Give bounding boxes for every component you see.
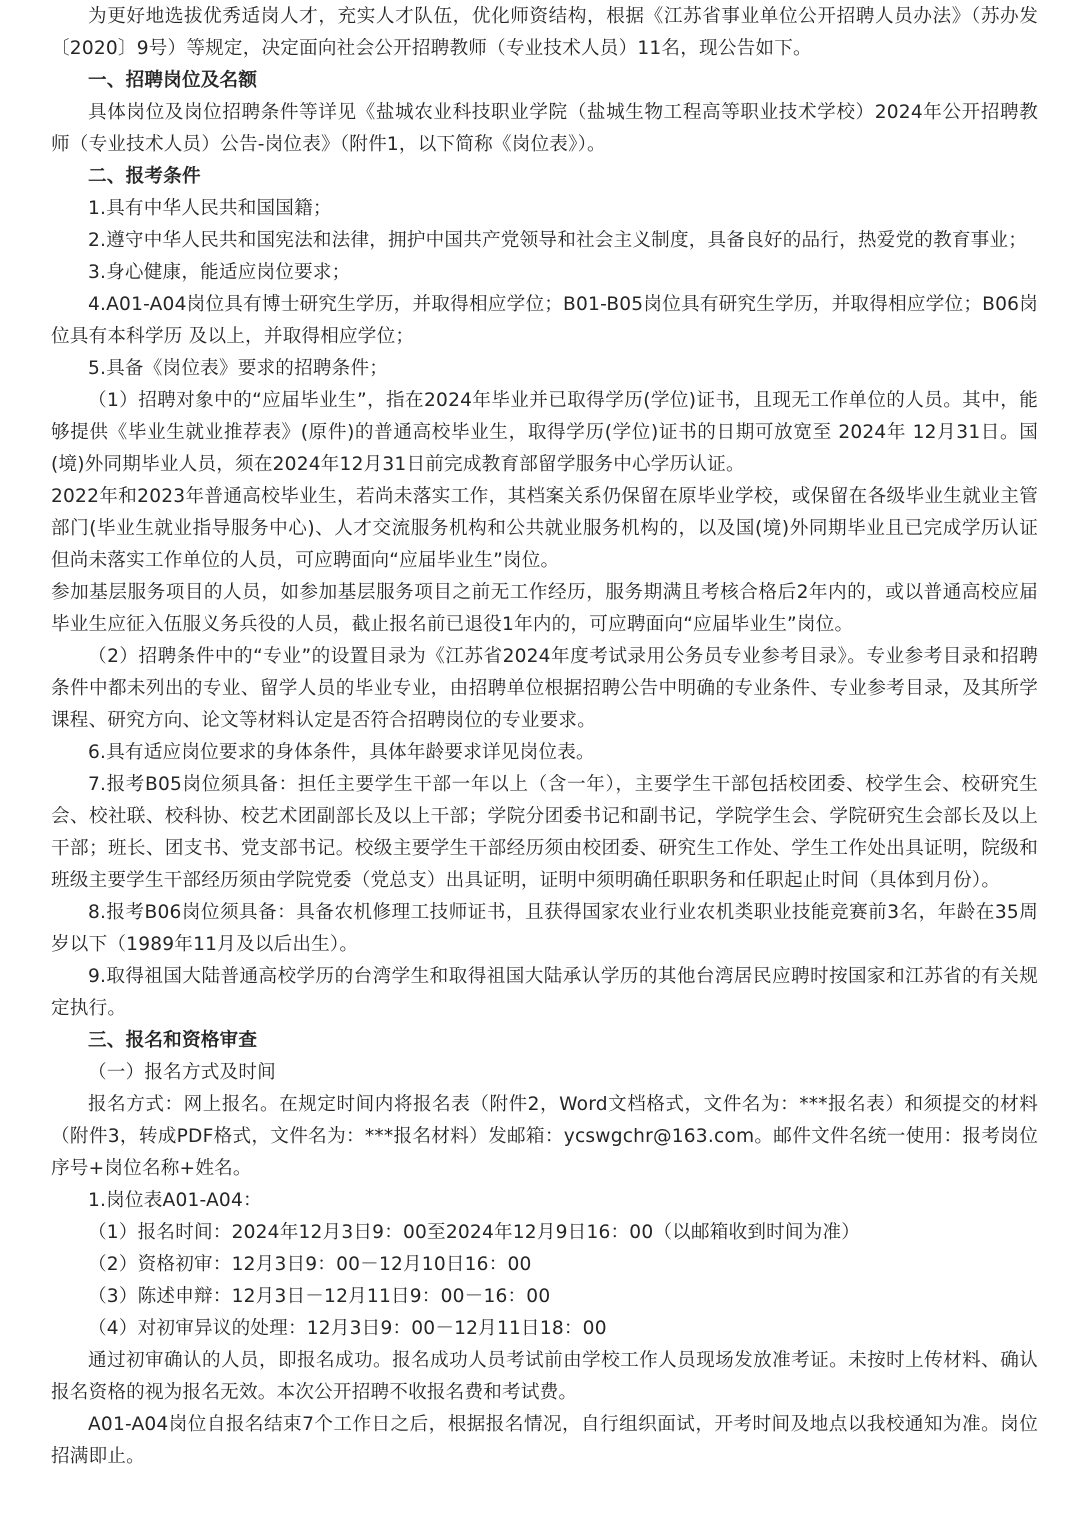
condition-item-6: 6.具有适应岗位要求的身体条件，具体年龄要求详见岗位表。 — [88, 742, 595, 763]
condition-item-5-sub-1-cont-a: 2022年和2023年普通高校毕业生，若尚未落实工作，其档案关系仍保留在原毕业学校，或保留在各级毕业生就业主管部门(毕业生就业指导服务中心)、人才交流服务机构和公共就业服务机构的，以及国(境)外同期毕业且已完成学历认证但尚未落实工作单位的人员，可应聘面向“应届毕业生”岗位。 — [51, 486, 1038, 571]
schedule-item-4: （4）对初审异议的处理：12月3日9：00－12月11日18：00 — [88, 1318, 607, 1339]
condition-item-5: 5.具备《岗位表》要求的招聘条件； — [88, 358, 389, 379]
condition-item-5-sub-1: （1）招聘对象中的“应届毕业生”，指在2024年毕业并已取得学历(学位)证书，且现无工作单位的人员。其中，能够提供《毕业生就业推荐表》(原件)的普通高校毕业生，取得学历(学位)证书的日期可放宽至 2024年 12月31日。国(境)外同期毕业人员，须在2024年12月31日前完成教育部留学服务中心学历认证。 — [51, 390, 1038, 475]
condition-item-5-sub-1-cont-b: 参加基层服务项目的人员，如参加基层服务项目之前无工作经历，服务期满且考核合格后2年内的，或以普通高校应届毕业生应征入伍服义务兵役的人员，截止报名前已退役1年内的，可应聘面向“应届毕业生”岗位。 — [51, 582, 1038, 635]
condition-item-3: 3.身心健康，能适应岗位要求； — [88, 262, 351, 283]
registration-subheading: （一）报名方式及时间 — [88, 1062, 276, 1083]
condition-item-4: 4.A01-A04岗位具有博士研究生学历，并取得相应学位；B01-B05岗位具有研究生学历，并取得相应学位；B06岗位具有本科学历 及以上，并取得相应学位； — [51, 294, 1038, 347]
section-heading-positions: 一、招聘岗位及名额 — [88, 70, 258, 91]
condition-item-7: 7.报考B05岗位须具备：担任主要学生干部一年以上（含一年），主要学生干部包括校团委、校学生会、校研究生会、校社联、校科协、校艺术团副部长及以上干部；学院分团委书记和副书记，学院学生会、学院研究生会部长及以上干部；班长、团支书、党支部书记。校级主要学生干部经历须由校团委、研究生工作处、学生工作处出具证明，院级和班级主要学生干部经历须由学院党委（党总支）出具证明，证明中须明确任职职务和任职起止时间（具体到月份）。 — [51, 774, 1038, 891]
schedule-item-1: （1）报名时间：2024年12月3日9：00至2024年12月9日16：00（以邮箱收到时间为准） — [88, 1222, 861, 1243]
interview-note: A01-A04岗位自报名结束7个工作日之后，根据报名情况，自行组织面试，开考时间及地点以我校通知为准。岗位招满即止。 — [51, 1414, 1038, 1467]
condition-item-2: 2.遵守中华人民共和国宪法和法律，拥护中国共产党领导和社会主义制度，具备良好的品行，热爱党的教育事业； — [88, 230, 1028, 251]
condition-item-1: 1.具有中华人民共和国国籍； — [88, 198, 332, 219]
schedule-group-a: 1.岗位表A01-A04： — [88, 1190, 262, 1211]
positions-paragraph: 具体岗位及岗位招聘条件等详见《盐城农业科技职业学院（盐城生物工程高等职业技术学校）2024年公开招聘教师（专业技术人员）公告-岗位表》（附件1，以下简称《岗位表》）。 — [51, 102, 1038, 155]
schedule-item-3: （3）陈述申辩：12月3日－12月11日9：00－16：00 — [88, 1286, 551, 1307]
intro-paragraph: 为更好地选拔优秀适岗人才，充实人才队伍，优化师资结构，根据《江苏省事业单位公开招聘人员办法》（苏办发〔2020〕9号）等规定，决定面向社会公开招聘教师（专业技术人员）11名，现公告如下。 — [51, 6, 1038, 59]
schedule-item-2: （2）资格初审：12月3日9：00－12月10日16：00 — [88, 1254, 532, 1275]
registration-method: 报名方式：网上报名。在规定时间内将报名表（附件2，Word文档格式，文件名为：***报名表）和须提交的材料（附件3，转成PDF格式，文件名为：***报名材料）发邮箱：ycswgchr@163.com。邮件文件名统一使用：报考岗位序号+岗位名称+姓名。 — [51, 1094, 1038, 1179]
condition-item-8: 8.报考B06岗位须具备：具备农机修理工技师证书，且获得国家农业行业农机类职业技能竞赛前3名，年龄在35周岁以下（1989年11月及以后出生）。 — [51, 902, 1038, 955]
section-heading-registration: 三、报名和资格审查 — [88, 1030, 258, 1051]
section-heading-conditions: 二、报考条件 — [88, 166, 201, 187]
registration-success-note: 通过初审确认的人员，即报名成功。报名成功人员考试前由学校工作人员现场发放准考证。未按时上传材料、确认报名资格的视为报名无效。本次公开招聘不收报名费和考试费。 — [51, 1350, 1038, 1403]
condition-item-9: 9.取得祖国大陆普通高校学历的台湾学生和取得祖国大陆承认学历的其他台湾居民应聘时按国家和江苏省的有关规定执行。 — [51, 966, 1038, 1019]
condition-item-5-sub-2: （2）招聘条件中的“专业”的设置目录为《江苏省2024年度考试录用公务员专业参考目录》。专业参考目录和招聘条件中都未列出的专业、留学人员的毕业专业，由招聘单位根据招聘公告中明确的专业条件、专业参考目录，及其所学课程、研究方向、论文等材料认定是否符合招聘岗位的专业要求。 — [51, 646, 1038, 731]
